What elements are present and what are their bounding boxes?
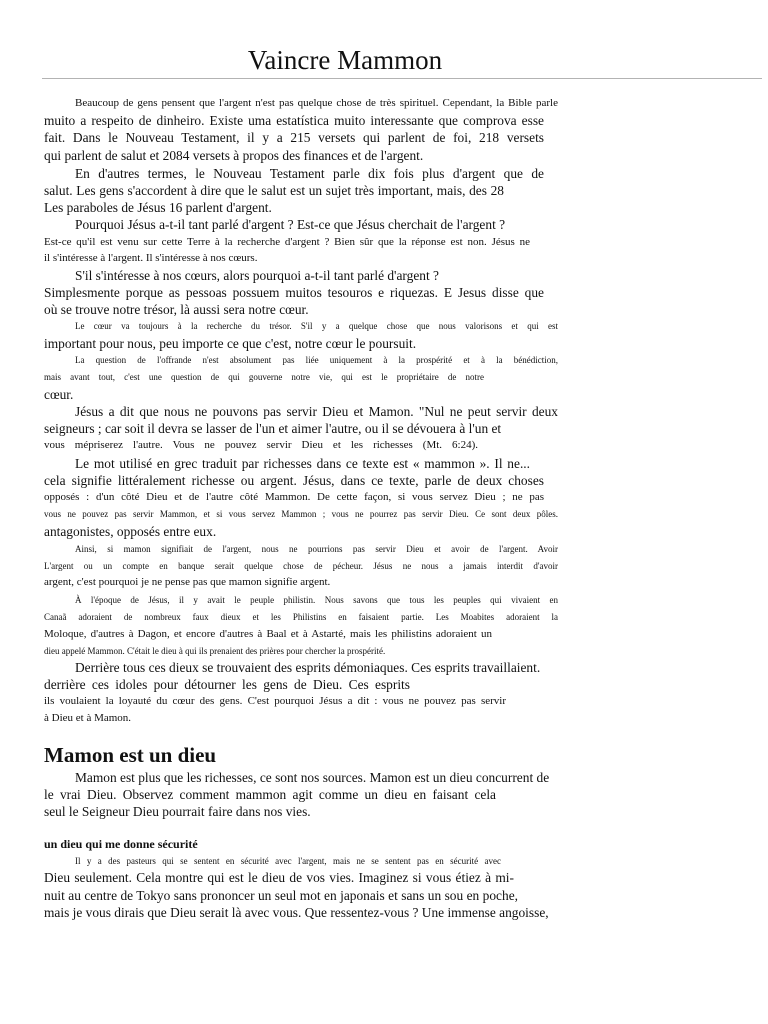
text-line: Le mot utilisé en grec traduit par richesses dans ce texte est « mammon ». Il ne... [75, 456, 530, 471]
text-line: mais avant tout, c'est une question de qui gouverne notre vie, qui est le propriétaire de notre [44, 372, 484, 382]
text-line: salut. Les gens s'accordent à dire que le salut est un sujet très important, mais, des 28 [44, 183, 504, 198]
text-line: à Dieu et à Mamon. [44, 712, 132, 724]
text-line: En d'autres termes, le Nouveau Testament parle dix fois plus d'argent que de [75, 166, 544, 181]
text-line: À l'époque de Jésus, il y avait le peuple philistin. Nous savons que tous les peuples qui vivaient en [75, 595, 558, 605]
text-line: argent, c'est pourquoi je ne pense pas que mamon signifie argent. [44, 576, 331, 588]
text-line: derrière ces idoles pour détourner les gens de Dieu. Ces esprits [44, 677, 410, 692]
title-divider [42, 78, 762, 79]
text-line: Beaucoup de gens pensent que l'argent n'est pas quelque chose de très spirituel. Cependant, la Bible parle [75, 97, 558, 109]
text-line: nuit au centre de Tokyo sans prononcer un seul mot en japonais et sans un sou en poche, [44, 888, 518, 903]
text-line: il s'intéresse à l'argent. Il s'intéresse à nos cœurs. [44, 252, 258, 264]
text-line: vous mépriserez l'autre. Vous ne pouvez servir Dieu et les richesses (Mt. 6:24). [44, 439, 478, 451]
text-line: Canaã adoraient de nombreux faux dieux et les Philistins en faisaient partie. Les Moabites adoraient la [44, 612, 558, 622]
text-line: Ainsi, si mamon signifiait de l'argent, nous ne pourrions pas servir Dieu et avoir de l'argent. Avoir [75, 544, 558, 554]
text-line: seul le Seigneur Dieu pourrait faire dans nos vies. [44, 804, 311, 819]
text-line: seigneurs ; car soit il devra se lasser de l'un et aimer l'autre, ou il se dévouera à l'un et [44, 421, 502, 436]
text-line: le vrai Dieu. Observez comment mammon agit comme un dieu en faisant cela [44, 787, 496, 802]
text-line: L'argent ou un compte en banque serait quelque chose de pécheur. Jésus ne nous a jamais interdit d'avoir [44, 561, 558, 571]
text-line: ils voulaient la loyauté du cœur des gens. C'est pourquoi Jésus a dit : vous ne pouvez pas servir [44, 695, 506, 707]
text-line: antagonistes, opposés entre eux. [44, 524, 217, 539]
subsection-heading: un dieu qui me donne sécurité [44, 837, 198, 851]
text-line: Mamon est plus que les richesses, ce sont nos sources. Mamon est un dieu concurrent de [75, 770, 550, 785]
text-line: vous ne pouvez pas servir Mammon, et si vous servez Mammon ; vous ne pourrez pas servir Dieu. Ce sont deux pôles. [44, 509, 558, 519]
text-line: dieu appelé Mammon. C'était le dieu à qui ils prenaient des prières pour chercher la prospérité. [44, 646, 386, 656]
text-line: cela signifie littéralement richesse ou argent. Jésus, dans ce texte, parle de deux choses [44, 473, 544, 488]
text-line: qui parlent de salut et 2084 versets à propos des finances et de l'argent. [44, 148, 424, 163]
document-title: Vaincre Mammon [247, 45, 443, 75]
text-line: Le cœur va toujours à la recherche du trésor. S'il y a quelque chose que nous valorisons et qui est [75, 321, 558, 331]
section-heading: Mamon est un dieu [44, 743, 217, 767]
text-line: Pourquoi Jésus a-t-il tant parlé d'argent ? Est-ce que Jésus cherchait de l'argent ? [75, 217, 506, 232]
text-line: cœur. [44, 387, 74, 402]
text-line: où se trouve notre trésor, là aussi sera notre cœur. [44, 302, 309, 317]
text-line: Les paraboles de Jésus 16 parlent d'argent. [44, 200, 272, 215]
text-line: Derrière tous ces dieux se trouvaient des esprits démoniaques. Ces esprits travaillaient. [75, 660, 541, 675]
text-line: S'il s'intéresse à nos cœurs, alors pourquoi a-t-il tant parlé d'argent ? [75, 268, 439, 283]
text-line: Dieu seulement. Cela montre qui est le dieu de vos vies. Imaginez si vous étiez à mi- [44, 870, 514, 885]
text-line: Simplesmente porque as pessoas possuem muitos tesouros e riquezas. E Jesus disse que [44, 285, 544, 300]
text-line: Moloque, d'autres à Dagon, et encore d'autres à Baal et à Astarté, mais les philistins adoraient un [44, 628, 492, 640]
text-line: important pour nous, peu importe ce que c'est, notre cœur le poursuit. [44, 336, 417, 351]
text-line: mais je vous dirais que Dieu serait là avec vous. Que ressentez-vous ? Une immense angoisse, [44, 905, 549, 920]
text-line: Jésus a dit que nous ne pouvons pas servir Dieu et Mamon. "Nul ne peut servir deux [75, 404, 558, 419]
text-line: opposés : d'un côté Dieu et de l'autre côté Mammon. De cette façon, si vous servez Dieu ; ne pas [44, 491, 544, 503]
text-line: fait. Dans le Nouveau Testament, il y a 215 versets qui parlent de foi, 218 versets [44, 130, 544, 145]
text-line: Est-ce qu'il est venu sur cette Terre à la recherche d'argent ? Bien sûr que la réponse est non. Jésus ne [44, 236, 530, 248]
text-line: Il y a des pasteurs qui se sentent en sécurité avec l'argent, mais ne se sentent pas en sécurité avec [75, 856, 501, 866]
text-line: muito a respeito de dinheiro. Existe uma estatística muito interessante que comprova esse [44, 113, 544, 128]
text-line: La question de l'offrande n'est absolument pas liée uniquement à la prospérité et à la bénédiction, [75, 355, 558, 365]
